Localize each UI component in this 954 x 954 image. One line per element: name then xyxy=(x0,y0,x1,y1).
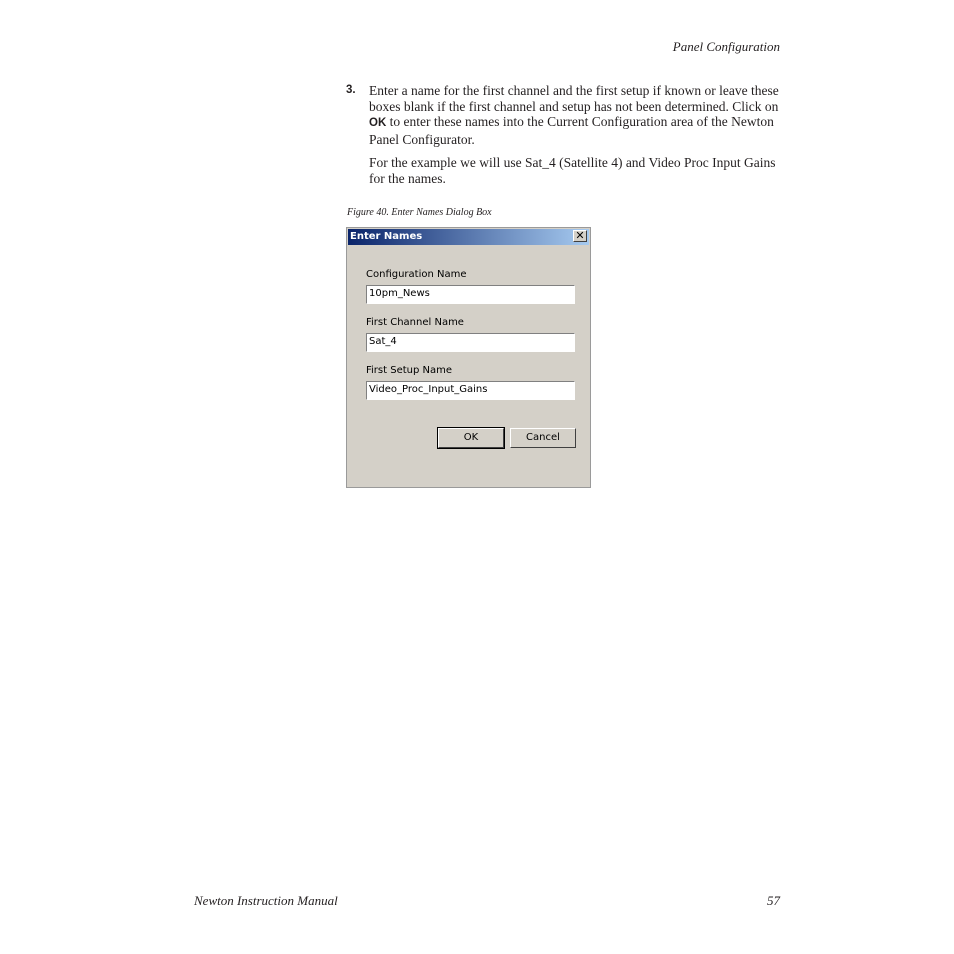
figure-caption: Figure 40. Enter Names Dialog Box xyxy=(347,207,492,218)
first-setup-name-label: First Setup Name xyxy=(366,365,453,376)
dialog-titlebar[interactable] xyxy=(348,229,589,245)
step-3 xyxy=(346,83,786,195)
configuration-name-label: Configuration Name xyxy=(366,269,467,280)
first-setup-name-input[interactable]: Video_Proc_Input_Gains xyxy=(366,381,575,400)
step-paragraph-1: Enter a name for the first channel and the first setup if known or leave these boxes blank if the first channel and setup has not been determined. Click on OK to enter these names into the Current Configuration area of the Newton Panel Configurator. xyxy=(369,83,779,147)
first-channel-name-input[interactable]: Sat_4 xyxy=(366,333,575,352)
footer-manual-title: Newton Instruction Manual xyxy=(194,893,338,908)
step-paragraph-2: For the example we will use Sat_4 (Satellite 4) and Video Proc Input Gains for the names. xyxy=(369,155,776,186)
running-header: Panel Configuration xyxy=(672,39,780,54)
enter-names-dialog xyxy=(346,227,591,488)
cancel-button[interactable]: Cancel xyxy=(510,428,576,448)
dialog-title: Enter Names xyxy=(350,231,423,242)
first-channel-name-label: First Channel Name xyxy=(366,317,464,328)
step-text xyxy=(369,83,786,187)
configuration-name-input[interactable]: 10pm_News xyxy=(366,285,575,304)
page-number: 57 xyxy=(767,893,780,908)
close-icon: ✕ xyxy=(575,229,585,242)
step-number: 3. xyxy=(346,84,356,96)
ok-button[interactable]: OK xyxy=(438,428,504,448)
close-button[interactable] xyxy=(573,230,587,242)
ok-keyword: OK xyxy=(369,117,387,130)
